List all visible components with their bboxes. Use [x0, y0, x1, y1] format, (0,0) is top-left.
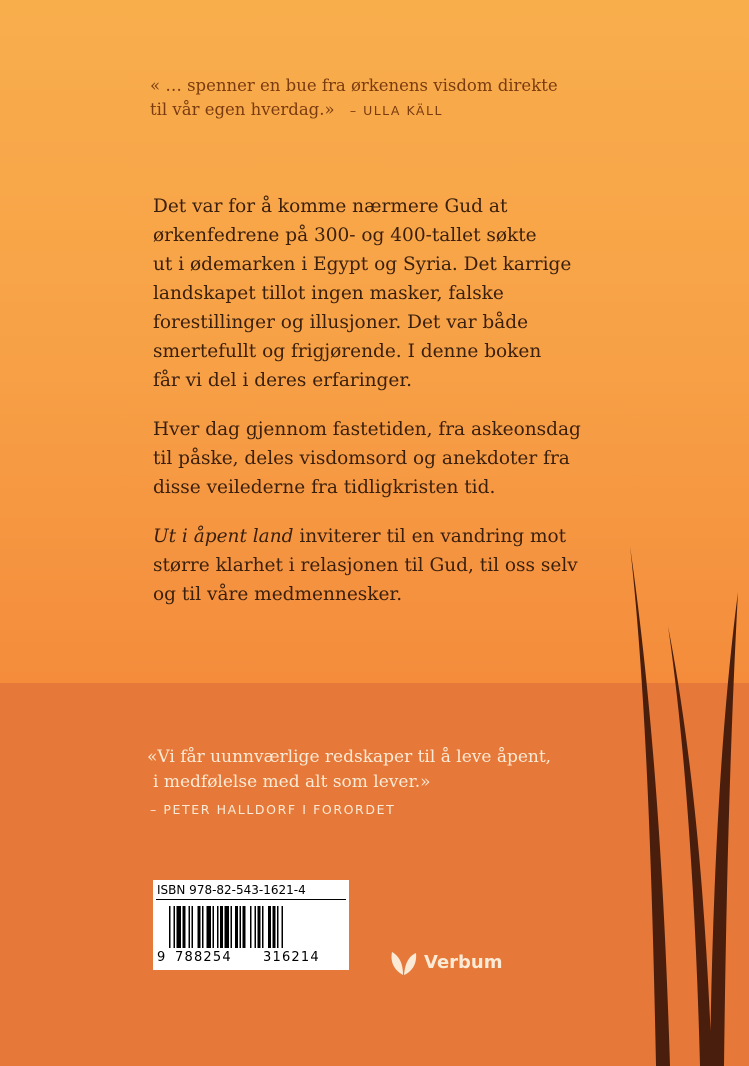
line: ørkenfedrene på 300- og 400-tallet søkte: [153, 225, 537, 246]
isbn-divider: [156, 899, 346, 900]
bottom-quote-line-2: i medfølelse med alt som lever.»: [153, 772, 431, 792]
barcode-bar: [169, 906, 171, 948]
line: Hver dag gjennom fastetiden, fra askeonsdag: [153, 419, 581, 440]
barcode-bar: [250, 906, 252, 948]
blurb-paragraph-2: [153, 415, 623, 502]
top-quote-text: til vår egen hverdag.»: [150, 100, 335, 119]
publisher-logo: [388, 948, 503, 976]
top-quote-author: – ULLA KÄLL: [349, 103, 443, 118]
line: får vi del i deres erfaringer.: [153, 370, 413, 391]
book-title: Ut i åpent land: [153, 526, 294, 547]
line: og til våre medmennesker.: [153, 584, 403, 605]
blurb-paragraph-1: [153, 192, 623, 395]
line: større klarhet i relasjonen til Gud, til oss selv: [153, 555, 578, 576]
line: forestillinger og illusjoner. Det var både: [153, 312, 529, 333]
top-quote: [150, 74, 670, 123]
line: til påske, deles visdomsord og anekdoter fra: [153, 448, 570, 469]
line: Det var for å komme nærmere Gud at: [153, 196, 508, 217]
barcode-bar: [189, 906, 191, 948]
bottom-quote-author: – PETER HALLDORF I FORORDET: [150, 802, 396, 817]
barcode-bar: [273, 906, 276, 948]
isbn-barcode: [153, 880, 349, 970]
line: landskapet tillot ingen masker, falske: [153, 283, 504, 304]
line: smertefullt og frigjørende. I denne boken: [153, 341, 542, 362]
line: inviterer til en vandring mot: [293, 526, 567, 547]
barcode-bar: [174, 906, 176, 948]
barcode-bar: [282, 906, 284, 948]
top-quote-line-2: [150, 98, 670, 123]
bottom-quote: [147, 745, 627, 795]
isbn-label: ISBN 978-82-543-1621-4: [157, 883, 306, 897]
barcode-bar: [268, 906, 271, 948]
barcode-bar: [192, 906, 194, 948]
barcode-bar: [198, 906, 201, 948]
grass-illustration: [580, 540, 749, 1066]
barcode-bar: [177, 906, 182, 948]
barcode-bar: [207, 906, 212, 948]
publisher-name: Verbum: [424, 951, 503, 973]
blurb: [153, 192, 623, 629]
top-quote-line-1: « … spenner en bue fra ørkenens visdom direkte: [150, 76, 558, 95]
barcode-first-digit: 9: [157, 950, 167, 965]
line: ut i ødemarken i Egypt og Syria. Det karrige: [153, 254, 572, 275]
barcode-bar: [225, 906, 230, 948]
blurb-paragraph-3: [153, 522, 623, 609]
barcode-bar: [202, 906, 204, 948]
barcode-bar: [255, 906, 257, 948]
barcode-bar: [262, 906, 264, 948]
barcode-bar: [243, 906, 246, 948]
barcode-bar: [240, 906, 242, 948]
barcode-bar: [220, 906, 223, 948]
leaf-logo-icon: [388, 948, 418, 976]
bottom-quote-line-1: «Vi får uunnværlige redskaper til å leve åpent,: [147, 747, 552, 767]
barcode-bars: [153, 902, 349, 950]
barcode-bar: [213, 906, 215, 948]
barcode-bar: [183, 906, 186, 948]
barcode-right-group: 316214: [263, 950, 320, 965]
barcode-bar: [231, 906, 233, 948]
line: disse veilederne fra tidligkristen tid.: [153, 477, 496, 498]
barcode-bar: [235, 906, 238, 948]
barcode-bar: [217, 906, 219, 948]
barcode-left-group: 788254: [175, 950, 232, 965]
barcode-bar: [258, 906, 261, 948]
barcode-bar: [277, 906, 279, 948]
